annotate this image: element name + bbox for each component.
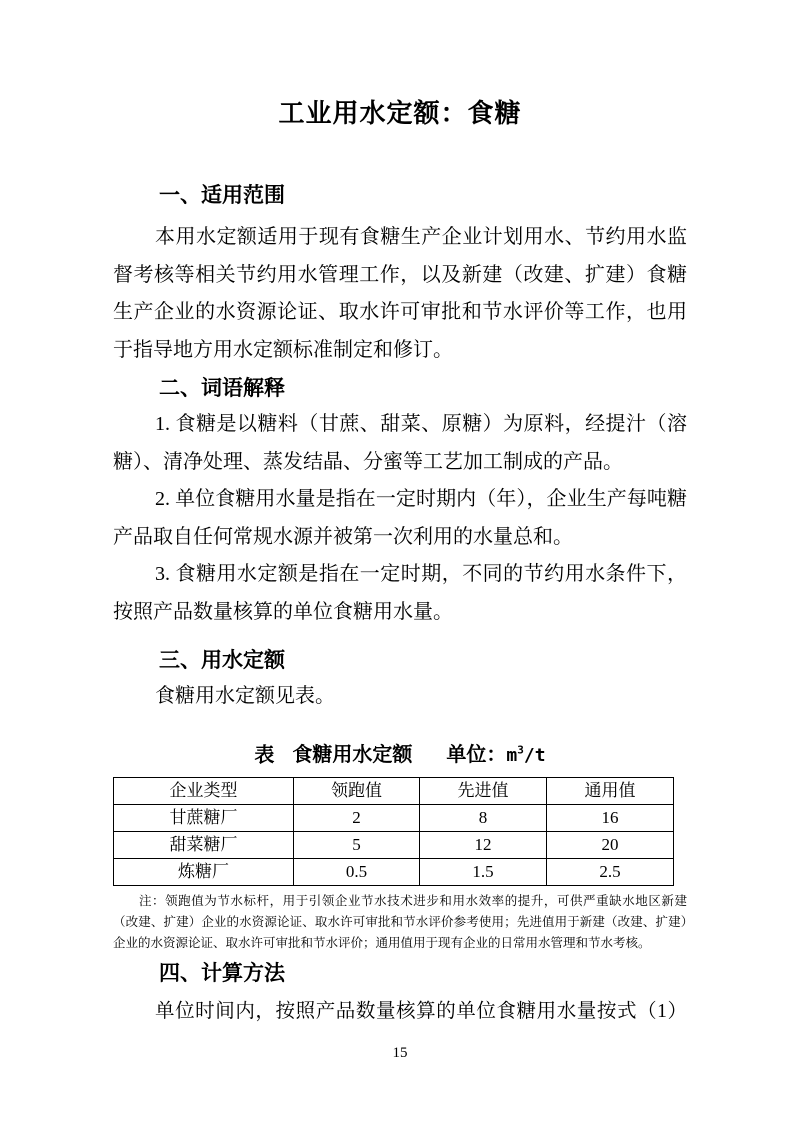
table-header-row [114,778,674,805]
cell-advanced: 8 [420,805,547,832]
cell-advanced: 12 [420,832,547,859]
section-heading-scope: 一、适用范围 [159,184,285,207]
header-advanced-value: 先进值 [420,778,547,805]
cell-lead: 0.5 [294,859,420,886]
cell-type: 炼糖厂 [114,859,294,886]
table-caption [113,738,687,770]
section-heading-calculation: 四、计算方法 [159,962,285,986]
table-note: 注：领跑值为节水标杆，用于引领企业节水技术进步和用水效率的提升，可供严重缺水地区新建（改建、扩建）企业的水资源论证、取水许可审批和节水评价参考使用；先进值用于新建（改建、扩建）企业的水资源论证、取水许可审批和节水评价；通用值用于现有企业的日常用水管理和节水考核。 [113,894,687,951]
cell-type: 甘蔗糖厂 [114,805,294,832]
cell-advanced: 1.5 [420,859,547,886]
unit-superscript: 3 [517,743,524,757]
page-number: 15 [392,1045,408,1061]
table-caption-label: 表 [254,744,275,767]
table-row [114,805,674,832]
paragraph-quota-intro: 食糖用水定额见表。 [155,685,335,707]
table-row [114,832,674,859]
cell-type: 甜菜糖厂 [114,832,294,859]
paragraph-term-3: 3. 食糖用水定额是指在一定时期，不同的节约用水条件下，按照产品数量核算的单位食糖用水量。 [113,563,687,623]
section-heading-quota: 三、用水定额 [159,649,285,672]
cell-general: 20 [547,832,674,859]
unit-base: m [506,745,518,767]
table-caption-unit [446,744,545,766]
cell-general: 2.5 [547,859,674,886]
table-row [114,859,674,886]
header-lead-value: 领跑值 [294,778,420,805]
paragraph-calculation: 单位时间内，按照产品数量核算的单位食糖用水量按式（1） [155,1001,687,1023]
page-content [113,0,687,1031]
unit-suffix: /t [523,745,546,767]
paragraph-scope: 本用水定额适用于现有食糖生产企业计划用水、节约用水监督考核等相关节约用水管理工作，以及新建（改建、扩建）食糖生产企业的水资源论证、取水许可审批和节水评价等工作，也用于指导地方用水定额标准制定和修订。 [113,226,687,361]
unit-prefix: 单位： [446,744,507,767]
section-heading-terms: 二、词语解释 [159,377,285,400]
cell-lead: 2 [294,805,420,832]
cell-lead: 5 [294,832,420,859]
header-general-value: 通用值 [547,778,674,805]
cell-general: 16 [547,805,674,832]
document-title: 工业用水定额：食糖 [278,99,522,128]
paragraph-term-1: 1. 食糖是以糖料（甘蔗、甜菜、原糖）为原料，经提汁（溶糖）、清净处理、蒸发结晶、分蜜等工艺加工制成的产品。 [113,413,687,473]
table-caption-title: 食糖用水定额 [292,744,413,767]
quota-table [113,777,674,886]
paragraph-term-2: 2. 单位食糖用水量是指在一定时期内（年），企业生产每吨糖产品取自任何常规水源并被第一次利用的水量总和。 [113,488,687,548]
header-enterprise-type: 企业类型 [114,778,294,805]
